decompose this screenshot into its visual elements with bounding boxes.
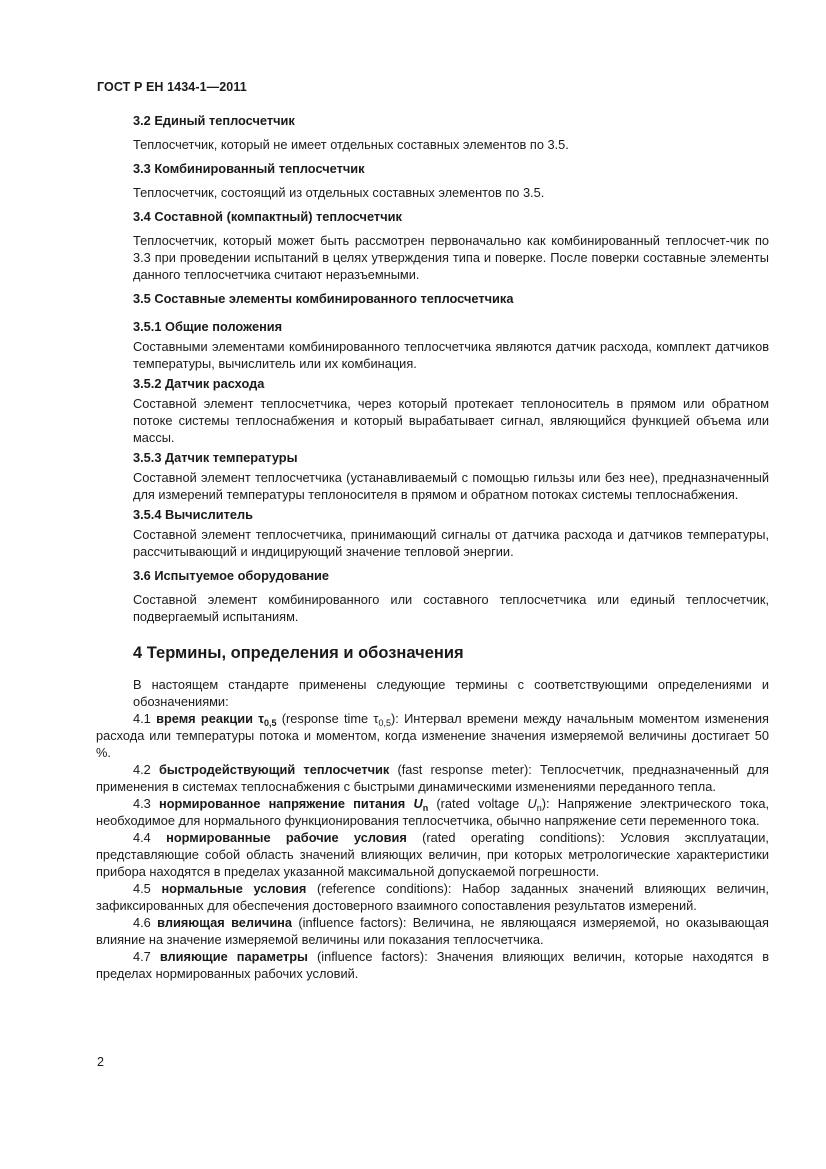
term-english: (rated voltage — [428, 796, 528, 811]
term-number: 4.1 — [133, 711, 151, 726]
term-name: нормальные условия — [161, 881, 307, 896]
term-definition: Величина, не являющаяся измеряемой, но оказывающая влияние на значение измеряемой величины или показания теплосчетчика. — [96, 915, 769, 947]
term-name: время реакции τ — [156, 711, 264, 726]
section-3-5-1-text: Составными элементами комбинированного теплосчетчика являются датчик расхода, комплект датчиков температуры, вычислитель или их комбинация. — [133, 339, 769, 371]
section-3-5-title: 3.5 Составные элементы комбинированного теплосчетчика — [133, 291, 514, 306]
term-definition: Значения влияющих величин, которые находятся в пределах нормированных рабочих условий. — [96, 949, 770, 981]
term-english: (reference conditions): — [306, 881, 452, 896]
term-item — [96, 761, 769, 795]
section-3-2-text: Теплосчетчик, который не имеет отдельных составных элементов по 3.5. — [133, 137, 569, 152]
chapter-4-title: 4 Термины, определения и обозначения — [133, 644, 464, 662]
section-3-6-title: 3.6 Испытуемое оборудование — [133, 568, 330, 583]
term-definition: Теплосчетчик, предназначенный для применения в системах теплоснабжения с быстрыми динамическими изменениями переданного тепла. — [96, 762, 769, 794]
term-item — [96, 829, 769, 880]
term-number: 4.5 — [133, 881, 151, 896]
term-definition: Интервал времени между начальным моментом изменения расхода или температуры потока и моментом, когда изменение значения измеряемой величины достигает 50 %. — [96, 711, 769, 760]
term-english-close: ): — [391, 711, 399, 726]
section-3-5-4-title: 3.5.4 Вычислитель — [133, 507, 253, 522]
term-english: (influence factors): — [307, 949, 428, 964]
term-english: (fast response meter): — [389, 762, 532, 777]
chapter-4-intro: В настоящем стандарте применены следующие термины с соответствующими определениями и обозначениями: — [133, 677, 769, 709]
section-3-2-title: 3.2 Единый теплосчетчик — [133, 113, 295, 128]
page-number: 2 — [97, 1055, 104, 1069]
term-english-subscript: 0,5 — [378, 718, 391, 728]
term-english: (influence factors): — [292, 915, 407, 930]
section-3-4-text: Теплосчетчик, который может быть рассмотрен первоначально как комбинированный теплосчет-чик по 3.3 при проведении испытаний в целях утверждения типа и поверке. После поверки составные элементы данного теплосчетчика считают неразъемными. — [133, 233, 769, 282]
document-body — [96, 112, 770, 982]
term-item — [96, 710, 769, 761]
term-subscript: 0,5 — [263, 718, 277, 728]
section-3-3-text: Теплосчетчик, состоящий из отдельных составных элементов по 3.5. — [133, 185, 545, 200]
section-3-5-2-text: Составной элемент теплосчетчика, через который протекает теплоноситель в прямом или обратном потоке системы теплоснабжения и который вырабатывает сигнал, являющийся функцией объема или массы. — [133, 396, 769, 445]
section-3-3-title: 3.3 Комбинированный теплосчетчик — [133, 161, 365, 176]
term-definition: Напряжение электрического тока, необходимое для нормального функционирования теплосчетчика, обычно напряжение сети переменного тока. — [96, 796, 769, 828]
term-variable: U — [413, 796, 423, 811]
term-definition: Условия эксплуатации, представляющие собой область значений влияющих величин, при которых метрологические характеристики прибора находятся в пределах указанной максимальной допускаемой погрешности. — [96, 830, 769, 879]
term-english-variable: U — [527, 796, 537, 811]
term-item — [96, 914, 769, 948]
document-header: ГОСТ Р ЕН 1434-1—2011 — [97, 80, 247, 94]
terms-list — [96, 710, 769, 982]
term-name: влияющая величина — [157, 915, 293, 930]
term-english: (response time τ — [276, 711, 379, 726]
section-3-4-title: 3.4 Составной (компактный) теплосчетчик — [133, 209, 402, 224]
section-3-6-text: Составной элемент комбинированного или составного теплосчетчика или единый теплосчетчик, подвергаемый испытаниям. — [133, 592, 769, 624]
section-3-5-3-text: Составной элемент теплосчетчика (устанавливаемый с помощью гильзы или без нее), предназначенный для измерений температуры теплоносителя в прямом и обратном потоках системы теплоснабжения. — [133, 470, 769, 502]
term-name: нормированные рабочие условия — [166, 830, 407, 845]
term-english-subscript: n — [536, 803, 542, 813]
term-definition: Набор заданных значений влияющих величин, зафиксированных для обеспечения достоверного взаимного сопоставления результатов измерений. — [96, 881, 769, 913]
section-3-5-4-text: Составной элемент теплосчетчика, принимающий сигналы от датчика расхода и датчиков температуры, рассчитывающий и индицирующий значение тепловой энергии. — [133, 527, 769, 559]
term-english: (rated operating conditions): — [406, 830, 605, 845]
term-number: 4.4 — [133, 830, 151, 845]
term-english-close: ): — [541, 796, 550, 811]
term-number: 4.7 — [133, 949, 151, 964]
term-name: быстродействующий теплосчетчик — [158, 762, 390, 777]
term-subscript: n — [422, 803, 429, 813]
section-3-5-3-title: 3.5.3 Датчик температуры — [133, 450, 298, 465]
term-item — [96, 948, 769, 982]
term-item — [96, 880, 769, 914]
term-item — [96, 795, 769, 829]
section-3-5-1-title: 3.5.1 Общие положения — [133, 319, 283, 334]
term-name: влияющие параметры — [159, 949, 308, 964]
term-number: 4.6 — [133, 915, 151, 930]
term-number: 4.3 — [133, 796, 151, 811]
section-3-5-2-title: 3.5.2 Датчик расхода — [133, 376, 265, 391]
term-name: нормированное напряжение питания — [159, 796, 414, 811]
term-number: 4.2 — [133, 762, 151, 777]
